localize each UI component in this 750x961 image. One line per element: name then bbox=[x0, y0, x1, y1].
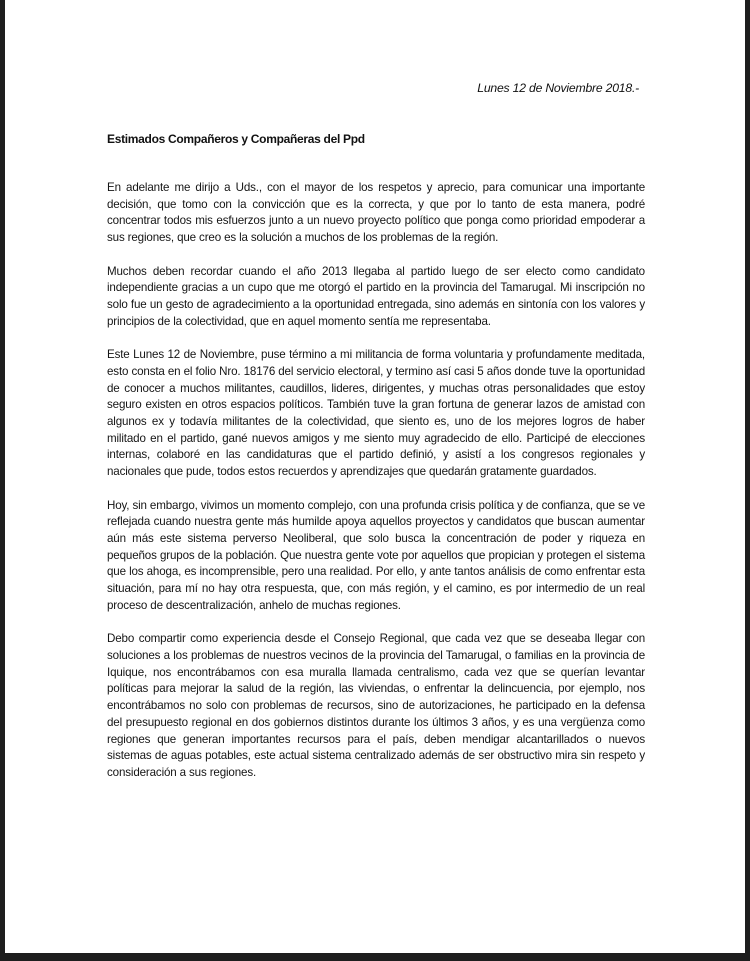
letter-salutation: Estimados Compañeros y Compañeras del Ppd bbox=[107, 132, 365, 146]
paragraph-resignation: Este Lunes 12 de Noviembre, puse término a mi militancia de forma voluntaria y profundamente meditada, esto consta en el folio Nro. 18176 del servicio electoral, y termino así casi 5 años donde tuve la oportunidad de conocer a muchos militantes, caudillos, lideres, dirigentes, y muchas otras personalidades que estoy seguro existen en otros espacios políticos. También tuve la gran fortuna de generar lazos de amistad con algunos ex y todavía militantes de la colectividad, que siento es, uno de los mejores logros de haber militado en el partido, gané nuevos amigos y me siento muy agradecido de ello. Participé de elecciones internas, colaboré en las candidaturas que el partido definió, y asistí a los congresos regionales y nacionales que pude, todos estos recuerdos y aprendizajes que quedarán gratamente guardados. bbox=[107, 348, 645, 479]
document-page bbox=[5, 0, 745, 953]
paragraph-history: Muchos deben recordar cuando el año 2013 llegaba al partido luego de ser electo como candidato independiente gracias a un cupo que me otorgó el partido en la provincia del Tamarugal. Mi inscripción no solo fue un gesto de agradecimiento a la oportunidad entregada, sino además en sintonía con los valores y principios de la colectividad, que en aquel momento sentía me representaba. bbox=[107, 264, 645, 328]
letter-date: Lunes 12 de Noviembre 2018.- bbox=[477, 81, 639, 95]
paragraph-experience: Debo compartir como experiencia desde el Consejo Regional, que cada vez que se deseaba llegar con soluciones a los problemas de nuestros vecinos de la provincia del Tamarugal, o familias en la provincia de Iquique, nos encontrábamos con esa muralla llamada centralismo, cada vez que se querían levantar políticas para mejorar la salud de la región, las viviendas, o enfrentar la delincuencia, por ejemplo, nos encontrábamos no solo con problemas de recursos, sino de autorizaciones, he participado en la defensa del presupuesto regional en dos gobiernos distintos durante los últimos 3 años, y es una vergüenza como regiones que generan importantes recursos para el país, deben mendigar alcantarillados o nuevos sistemas de aguas potables, este actual sistema centralizado además de ser obstructivo mira sin respeto y consideración a sus regiones. bbox=[107, 632, 645, 779]
letter-body bbox=[107, 180, 645, 798]
paragraph-intro: En adelante me dirijo a Uds., con el mayor de los respetos y aprecio, para comunicar una importante decisión, que tomo con la convicción que es la correcta, y que por lo tanto de esta manera, podré concentrar todos mis esfuerzos junto a un nuevo proyecto político que ponga como prioridad empoderar a sus regiones, que creo es la solución a muchos de los problemas de la región. bbox=[107, 181, 645, 245]
paragraph-crisis: Hoy, sin embargo, vivimos un momento complejo, con una profunda crisis política y de confianza, que se ve reflejada cuando nuestra gente más humilde apoya aquellos proyectos y candidatos que buscan aumentar aún más este sistema perverso Neoliberal, que solo busca la concentración de poder y riqueza en pequeños grupos de la población. Que nuestra gente vote por aquellos que propician y protegen el sistema que los ahoga, es incomprensible, pero una realidad. Por ello, y ante tantos análisis de como enfrentar esta situación, para mí no hay otra respuesta, que, con más región, y el camino, es por intermedio de un real proceso de descentralización, anhelo de muchas regiones. bbox=[107, 498, 645, 612]
